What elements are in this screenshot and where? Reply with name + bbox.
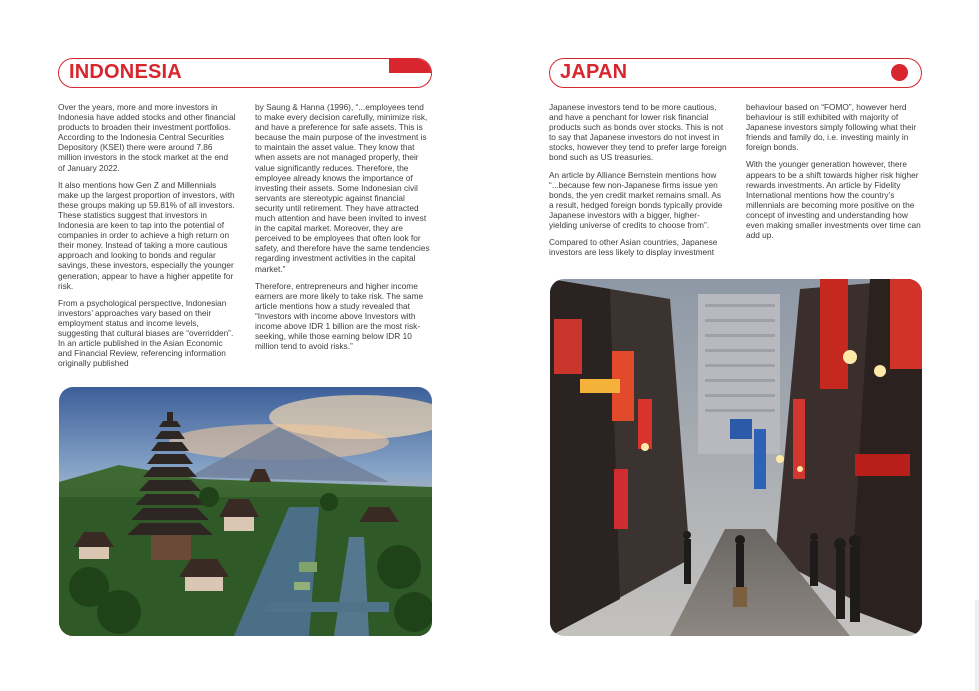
indonesia-heading: INDONESIA (69, 61, 182, 83)
japan-flag-icon (879, 59, 921, 87)
paragraph: behaviour based on “FOMO”, however herd behaviour is still exhibited with majority of Japanese investors simply following what their friends and family do, i.e. investing mainly in foreign bonds. (746, 102, 917, 153)
indonesia-heading-bar (58, 58, 432, 88)
bali-temple-photo (59, 387, 432, 636)
japan-heading: JAPAN (560, 61, 628, 83)
indonesia-column-1 (58, 102, 236, 375)
paragraph: From a psychological perspective, Indonesian investors’ approaches vary based on their employment status and income levels, suggesting that cultural biases are “overridden”. In an article published in the Asian Economic and Financial Review, referencing information originally published (58, 297, 234, 369)
japan-heading-bar (549, 58, 922, 88)
tokyo-street-photo (550, 279, 922, 636)
indonesia-flag-icon (389, 59, 431, 87)
indonesia-column-2 (255, 102, 432, 358)
paragraph: With the younger generation however, there appears to be a shift towards higher risk higher rewards investments. An article by Fidelity International mentions how the country’s millennials are becoming more positive on the concept of investing and understanding how even making smaller investments over time can add up. (746, 159, 921, 241)
paragraph: Compared to other Asian countries, Japanese investors are less likely to display investment (549, 237, 718, 258)
paragraph: An article by Alliance Bernstein mentions how “...because few non-Japanese firms issue yen bonds, the yen credit market remains small. As a result, hedged foreign bonds typically provide Japanese investors with a bigger, higher-yielding universe of credits to choose from”. (549, 169, 723, 231)
japan-page (490, 0, 979, 691)
paragraph: It also mentions how Gen Z and Millennials make up the largest proportion of investors, with these groups making up 59.81% of all investors. These statistics suggest that investors in Indonesia are keen to tap into the potential of companies in order to achieve a high return on their money. Instead of taking a more cautious approach and looking to bonds and regular savings, these investors, especially the younger generation, appear to have a higher appetite for risk. (58, 179, 235, 291)
japan-column-2 (746, 102, 922, 247)
paragraph: Therefore, entrepreneurs and higher income earners are more likely to take risk. The same article mentions how a study revealed that “Investors with income above Investors with income above IDR 1 billion are the most risk-seeking, while those earning below IDR 10 million tend to avoid risks.” (255, 280, 424, 352)
page-edge (975, 600, 979, 691)
paragraph: by Saung & Hanna (1996), “...employees tend to make every decision carefully, minimize risk, and have a preference for safe assets. This is because the main purpose of the investment is to maintain the asset value. They know that when assets are not managed properly, their value significantly reduces. Therefore, the employee already knows the importance of investing their assets. Some Indonesian civil servants are stereotypic against financial security until retirement. They have attracted much attention and have been invited to invest in the capital market. Moreover, they are perceived to be employees that often look for safety, and therefore have the same tendencies regarding investment activities in the capital market.” (255, 102, 430, 274)
paragraph: Over the years, more and more investors in Indonesia have added stocks and other financial products to broaden their investment portfolios. According to the Indonesia Central Securities Depository (KSEI) there were around 7.86 million investors in the stock market at the end of January 2022. (58, 102, 236, 173)
japan-column-1 (549, 102, 727, 264)
paragraph: Japanese investors tend to be more cautious, and have a penchant for lower risk financial products such as bonds over stocks. This is not to say that Japanese investors do not invest in stocks, however they tend to prefer large foreign bond such as US treasuries. (549, 102, 727, 163)
